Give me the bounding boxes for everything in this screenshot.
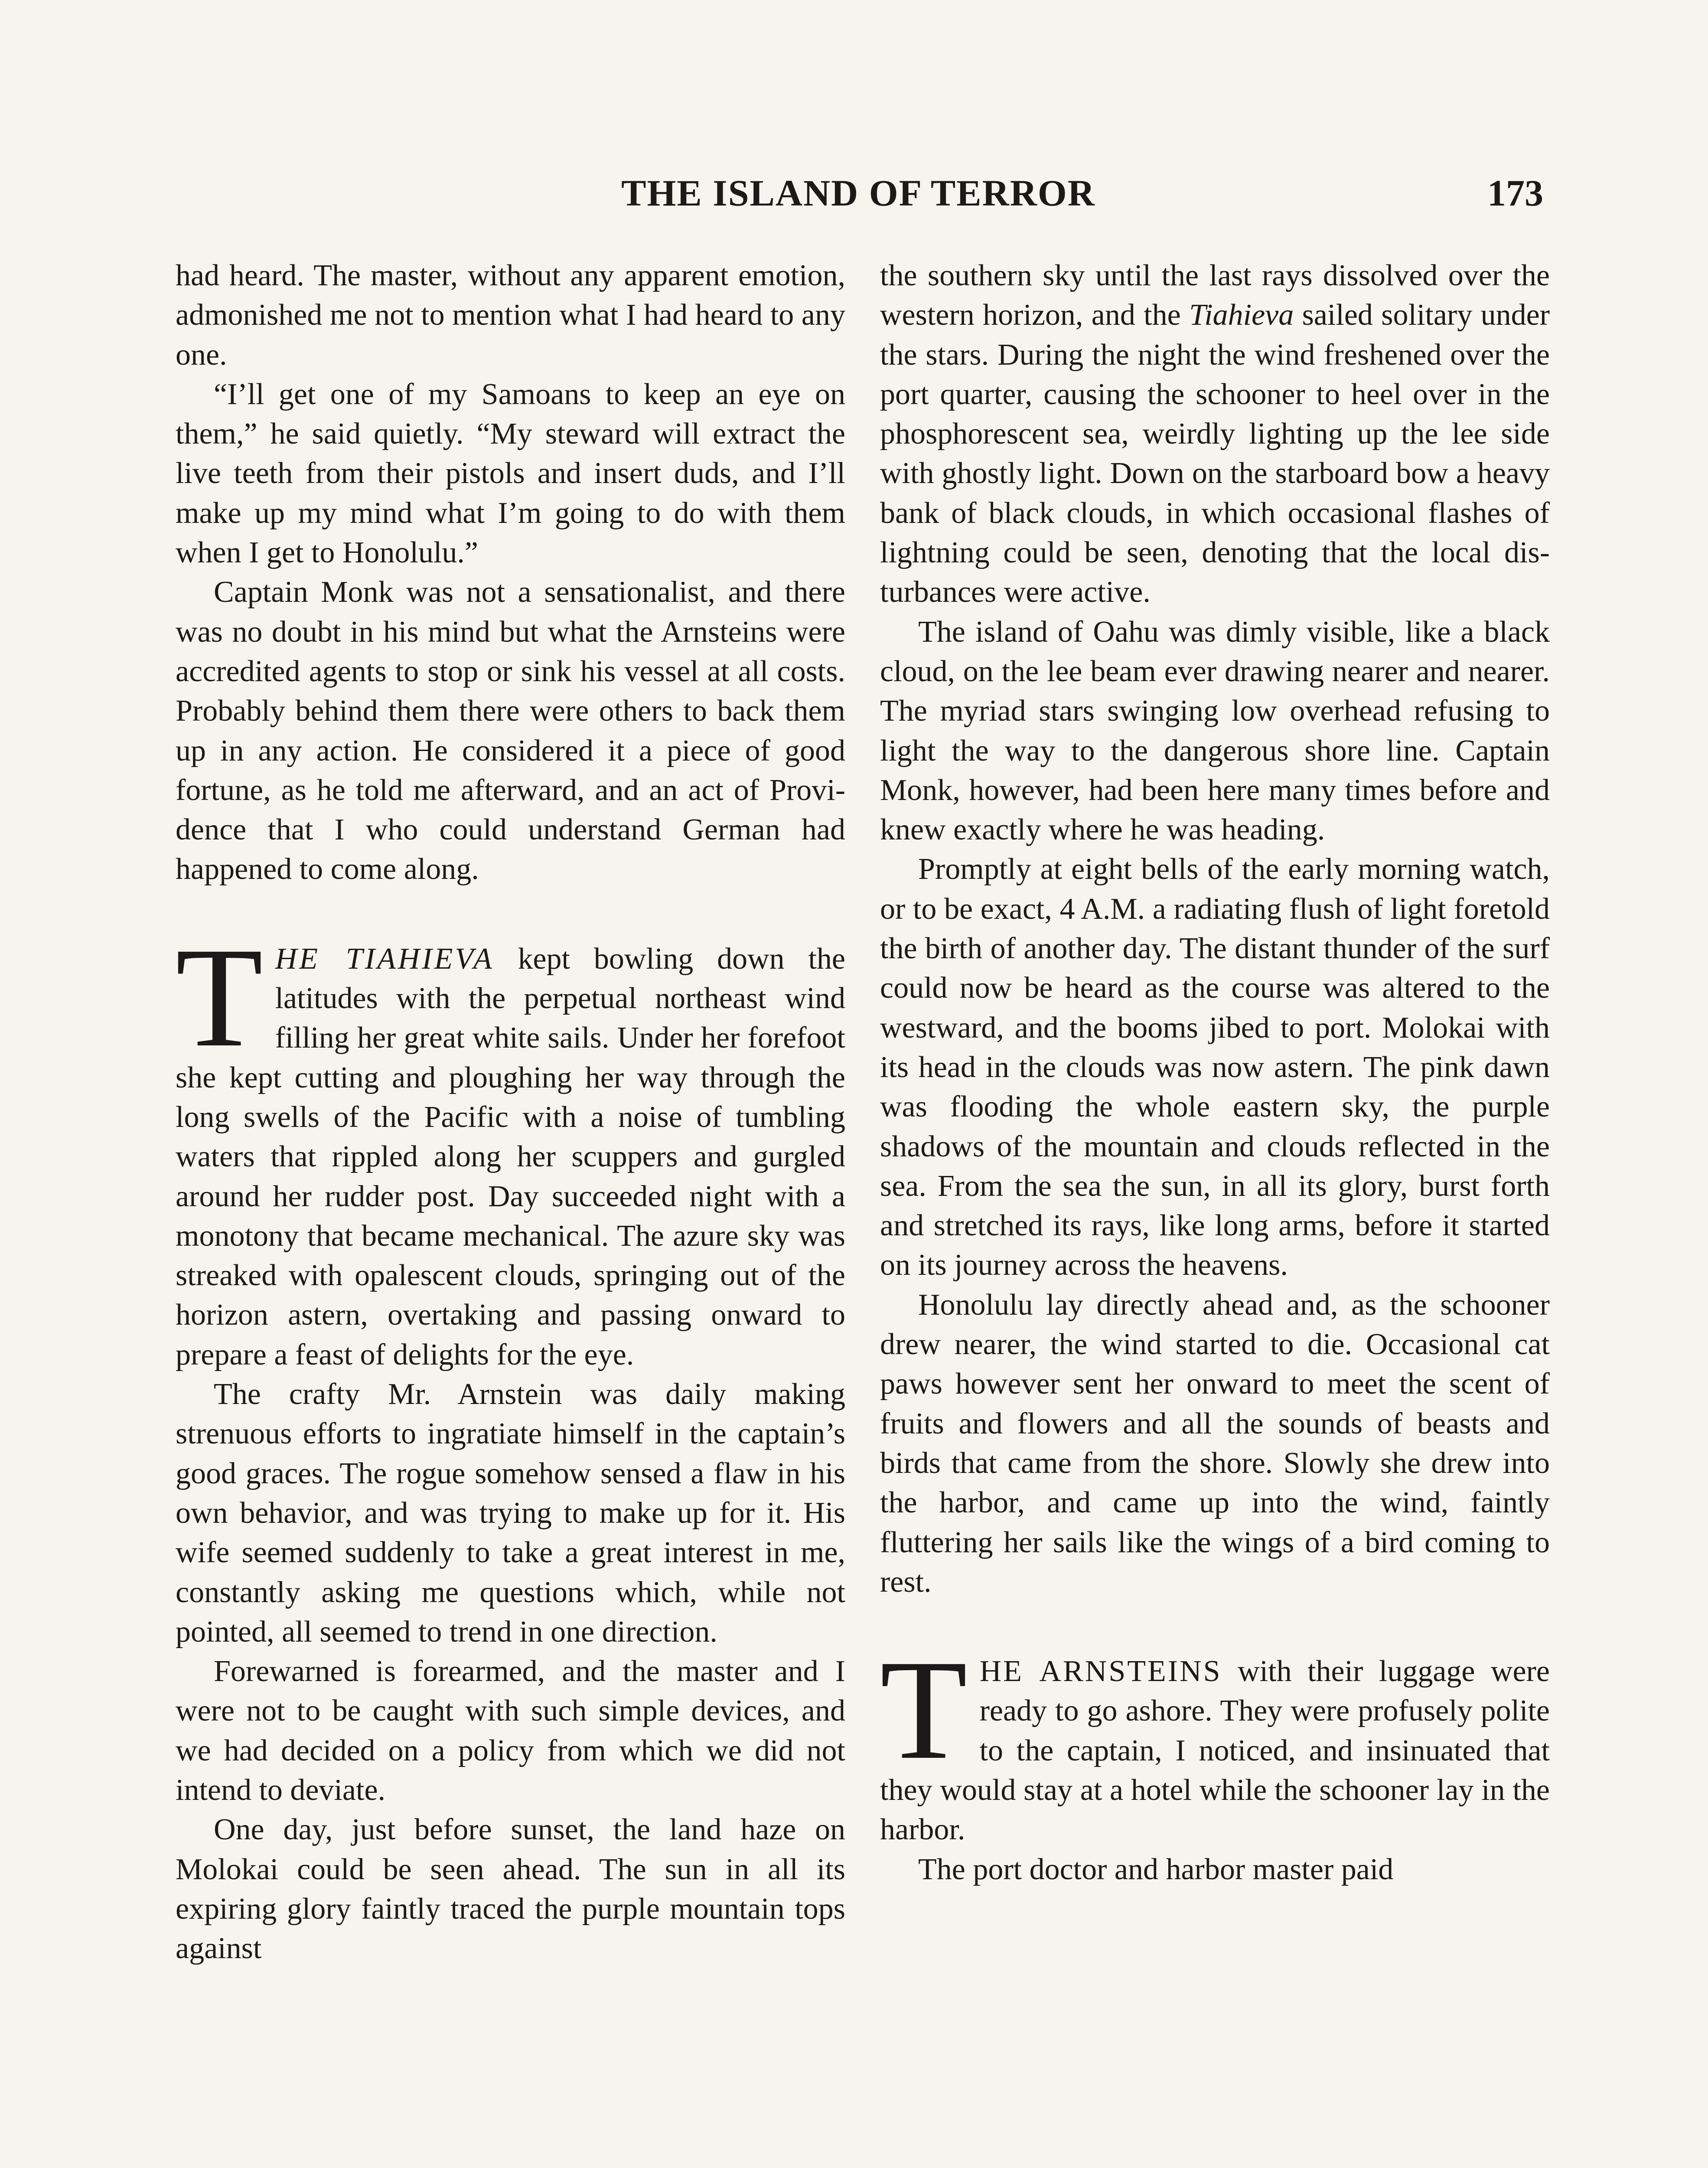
lead-in: HE TIAHIEVA [275, 942, 494, 976]
paragraph [880, 849, 1550, 1285]
running-title: THE ISLAND OF TERROR [621, 172, 1095, 214]
section-opening-paragraph [176, 918, 845, 1375]
time-text: 4 A.M. [1059, 892, 1145, 926]
paragraph: “I’ll get one of my Samoans to keep an eye on them,” he said quietly. “My steward will extract the live teeth from their pistols and insert duds, and I’ll make up my mind what I’m going to do with them when I get to Honolulu.” [176, 377, 845, 570]
section-opening-paragraph [880, 1631, 1550, 1849]
page-header [173, 171, 1543, 223]
left-column [176, 256, 845, 1968]
right-column [880, 256, 1550, 1889]
paragraph: One day, just before sunset, the land haze on Molokai could be seen ahead. The sun in all its expiring glory faintly traced the purple mountain tops against [176, 1813, 845, 1966]
paragraph: had heard. The master, without any apparent emotion, admonished me not to mention what I had heard to any one. [176, 259, 845, 372]
paragraph: The island of Oahu was dimly visible, like a black cloud, on the lee beam ever drawing nearer and nearer. The myriad stars swinging low overhead refusing to light the way to the dangerous shore line. Captain Monk, however, had been here many times before and knew exactly where he was heading. [880, 615, 1550, 847]
paragraph: The port doctor and harbor master paid [918, 1852, 1394, 1886]
drop-cap: T [176, 918, 263, 1077]
ship-name: Tiahieva [1189, 298, 1294, 332]
paragraph: The crafty Mr. Arnstein was daily making strenuous efforts to ingratiate himself in the captain’s good graces. The rogue somehow sensed a flaw in his own behavior, and was trying to make up for it. His wife seemed suddenly to take a great interest in me, constantly asking me questions which, while not pointed, all seemed to trend in one direction. [176, 1378, 845, 1649]
page-number: 173 [1487, 172, 1543, 214]
paragraph-text: the southern sky until the last rays dissolved over the western horizon, and the [880, 259, 1550, 332]
paragraph: Forewarned is forearmed, and the master and I were not to be caught with such simple devices, and we had decided on a policy from which we did not intend to deviate. [176, 1655, 845, 1807]
lead-in: HE ARNSTEINS [979, 1655, 1222, 1688]
paragraph-text: with their luggage were ready to go ashore. They were profusely polite to the captain, I noticed, and insinuated that they would stay at a hotel while the schooner lay in the harbor. [880, 1655, 1550, 1847]
drop-cap: T [880, 1631, 968, 1789]
paragraph-text: kept bowling down the latitudes with the perpetual northeast wind filling her great white sails. Under her forefoot she kept cutting and ploughing her way through the long swells of the Pacific with a noise of tumbling waters that rippled along her scuppers and gurgled around her rudder post. Day succeeded night with a monotony that became mechanical. The azure sky was streaked with opalescent clouds, springing out of the horizon astern, overtaking and passing onward to prepare a feast of delights for the eye. [176, 942, 845, 1371]
paragraph-text: Promptly at eight bells of the early morning watch, or to be exact, [880, 852, 1550, 926]
paragraph [880, 256, 1550, 612]
paragraph: Honolulu lay directly ahead and, as the schooner drew nearer, the wind started to die. Occasional cat paws however sent her onward to meet the scent of fruits and flowers and all the sounds of beasts and birds that came from the shore. Slowly she drew into the harbor, and came up into the wind, faintly fluttering her sails like the wings of a bird coming to rest. [880, 1288, 1550, 1599]
paragraph: Captain Monk was not a sensationalist, and there was no doubt in his mind but what the Arnsteins were accredited agents to stop or sink his vessel at all costs. Probably behind them there were others to back them up in any action. He considered it a piece of good fortune, as he told me afterward, and an act of Providence that I who could understand German had happened to come along. [176, 575, 845, 886]
paragraph-text: a radiating flush of light foretold the birth of another day. The distant thunder of the surf could now be heard as the course was altered to the westward, and the booms jibed to port. Molokai with its head in the clouds was now astern. The pink dawn was flooding the whole eastern sky, the purple shadows of the mountain and clouds reflected in the sea. From the sea the sun, in all its glory, burst forth and stretched its rays, like long arms, before it started on its journey across the heavens. [880, 892, 1550, 1282]
paragraph-text: sailed solitary under the stars. During the night the wind freshened over the port quarter, causing the schooner to heel over in the phosphorescent sea, weirdly lighting up the lee side with ghostly light. Down on the starboard bow a heavy bank of black clouds, in which occasional flashes of lightning could be seen, denoting that the local disturbances were active. [880, 298, 1550, 609]
